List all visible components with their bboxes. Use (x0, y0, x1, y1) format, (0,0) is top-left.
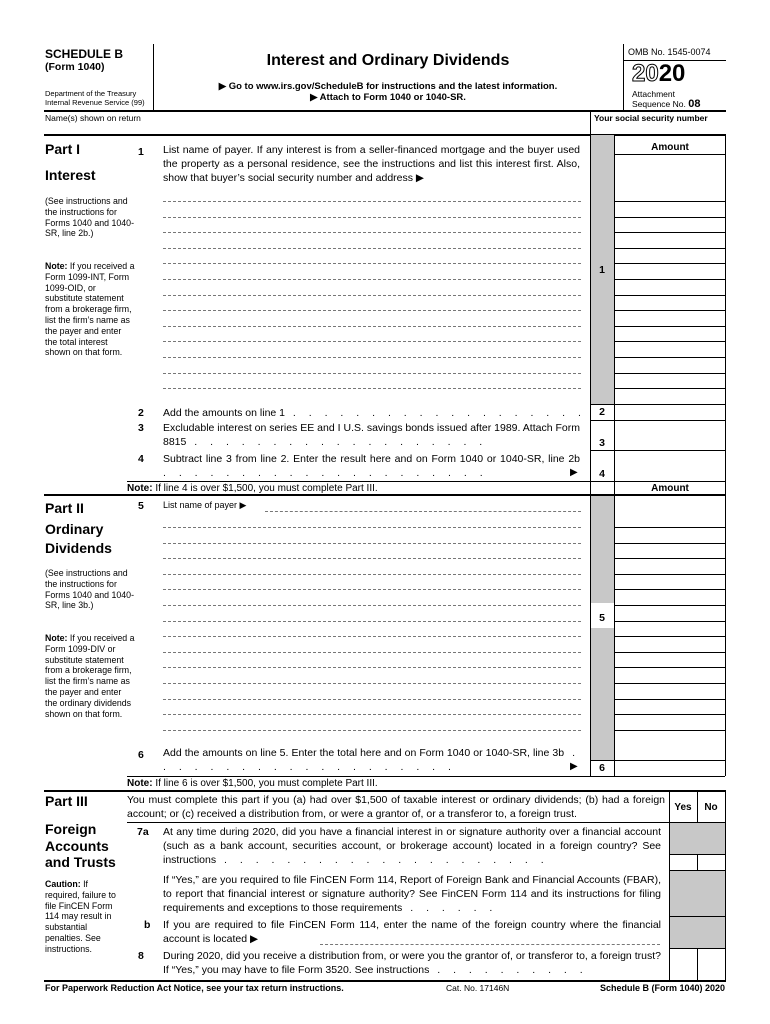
line4-amount[interactable] (616, 466, 724, 480)
footer-schedule-name: Schedule B (Form 1040) 2020 (599, 983, 725, 993)
payer-amount-field[interactable] (614, 667, 725, 668)
payer-name-field[interactable] (163, 699, 581, 700)
line8-number: 8 (138, 950, 144, 962)
part2-label: Part II (45, 500, 84, 516)
line3-number: 3 (138, 422, 144, 434)
line6-number: 6 (138, 749, 144, 761)
ssn-field[interactable] (594, 124, 724, 134)
payer-amount-field[interactable] (614, 232, 725, 233)
payer-name-field[interactable] (163, 730, 581, 731)
payer-amount-field[interactable] (614, 527, 725, 528)
payer-name-field[interactable] (163, 310, 581, 311)
part1-note-text: If you received a Form 1099-INT, Form 1099-OID, or substitute statement from a brokerage firm, list the firm’s name as the payer and enter the total interest shown on that form. (45, 261, 135, 358)
payer-name-field[interactable] (163, 357, 581, 358)
part2-amount-header: Amount (651, 483, 689, 494)
line5-text: List name of payer ▶ (163, 500, 247, 510)
irs-label: Internal Revenue Service (99) (45, 98, 145, 107)
yes-header: Yes (674, 802, 692, 813)
payer-amount-field[interactable] (614, 605, 725, 606)
line5-number: 5 (138, 500, 144, 512)
payer-amount-field[interactable] (614, 373, 725, 374)
part1-label: Part I (45, 141, 81, 157)
payer-name-field[interactable] (163, 589, 581, 590)
line5-box-number: 5 (599, 612, 605, 624)
payer-amount-field[interactable] (614, 295, 725, 296)
payer-name-field[interactable] (163, 574, 581, 575)
name-field-label: Name(s) shown on return (45, 113, 141, 123)
attach-note: ▶ Attach to Form 1040 or 1040-SR. (310, 92, 466, 103)
payer-name-field[interactable] (163, 373, 581, 374)
name-field[interactable] (46, 124, 586, 134)
line7a-yes-box[interactable] (670, 855, 697, 870)
form-title: Interest and Ordinary Dividends (266, 52, 510, 69)
part3-title-line1: Foreign (45, 821, 97, 837)
line6-amount[interactable] (616, 761, 724, 775)
payer-amount-field[interactable] (614, 248, 725, 249)
payer-name-field[interactable] (163, 714, 581, 715)
payer-name-field[interactable] (163, 341, 581, 342)
payer-amount-field[interactable] (614, 310, 725, 311)
department-label: Department of the Treasury (45, 89, 137, 98)
line7a-fbar-label: If “Yes,” are you required to file FinCEN Form 114, Report of Foreign Bank and Financial Accounts (FBAR), to report that financial interest or signature authority? See FinCEN Form 114 and its instructions for filing requirements and exceptions to those requirements (163, 874, 661, 914)
line2-text: Add the amounts on line 1 . . . . . . . . . . . . . . . . . . . (163, 407, 586, 419)
part3-intro: You must complete this part if you (a) had over $1,500 of taxable interest or ordinary dividends; (b) had a foreign account; or (c) received a distribution from, or were a grantor of, or a transferor to, a foreign trust. (127, 794, 665, 820)
catalog-number: Cat. No. 17146N (446, 983, 510, 993)
line3-label: Excludable interest on series EE and I U.S. savings bonds issued after 1989. Attach Form 8815 (163, 422, 580, 448)
line6-text: Add the amounts on line 5. Enter the total here and on Form 1040 or 1040-SR, line 3b . . . . . . . . . . . . . . . . . . . . (163, 747, 580, 773)
line7b-text: If you are required to file FinCEN Form 114, enter the name of the foreign country where the financial account is located ▶ (163, 919, 661, 945)
payer-name-field[interactable] (163, 636, 581, 637)
line1-text: List name of payer. If any interest is from a seller-financed mortgage and the buyer used the property as a personal residence, see the instructions and list this interest first. Also, show that buyer’s social security number and address ▶ (163, 144, 580, 184)
line4-box-number: 4 (599, 468, 605, 480)
payer-name-field[interactable] (163, 279, 581, 280)
payer-amount-field[interactable] (614, 279, 725, 280)
line8-yes-checkbox[interactable] (670, 949, 697, 979)
payer-amount-field[interactable] (614, 326, 725, 327)
payer-name-field[interactable] (163, 621, 581, 622)
payer-amount-field[interactable] (614, 652, 725, 653)
line4-number: 4 (138, 453, 144, 465)
paperwork-notice: For Paperwork Reduction Act Notice, see your tax return instructions. (45, 983, 344, 993)
line4-arrow-icon: ▶ (570, 467, 578, 478)
line7a-no-box[interactable] (698, 855, 725, 870)
payer-name-field[interactable] (163, 652, 581, 653)
line7b-number: b (144, 919, 151, 931)
payer-name-field[interactable] (163, 605, 581, 606)
line8-no-checkbox[interactable] (698, 949, 725, 979)
part3-caution-text: If required, failure to file FinCEN Form 114 may result in substantial penalties. See instructions. (45, 879, 116, 954)
payer-name-field[interactable] (163, 527, 581, 528)
line4-note-text: If line 4 is over $1,500, you must complete Part III. (152, 483, 378, 494)
part2-see-instructions: (See instructions and the instructions for Forms 1040 and 1040-SR, line 3b.) (45, 568, 134, 611)
part3-caution-label: Caution: (45, 879, 81, 889)
line2-label: Add the amounts on line 1 (163, 407, 286, 419)
payer-name-field[interactable] (163, 667, 581, 668)
part2-title-line1: Ordinary (45, 521, 104, 537)
line1-box-number: 1 (599, 264, 605, 276)
payer-name-field[interactable] (163, 248, 581, 249)
payer-name-field[interactable] (163, 263, 581, 264)
payer-amount-field[interactable] (614, 543, 725, 544)
payer-name-field[interactable] (163, 201, 581, 202)
payer-amount-field[interactable] (614, 636, 725, 637)
line3-box-number: 3 (599, 437, 605, 449)
payer-amount-field[interactable] (614, 357, 725, 358)
line7a-fbar-text: If “Yes,” are you required to file FinCEN Form 114, Report of Foreign Bank and Financial Accounts (FBAR), to report that financial interest or signature authority? See FinCEN Form 114 and its instructions for filing requirements and exceptions to those requirements . . . . . . (163, 874, 661, 914)
payer-amount-field[interactable] (614, 730, 725, 731)
line6-note-label: Note: (127, 778, 153, 789)
form-number: (Form 1040) (45, 61, 105, 73)
line6-arrow-icon: ▶ (570, 761, 578, 772)
line4-note-label: Note: (127, 483, 153, 494)
payer-name-field[interactable] (163, 295, 581, 296)
payer-amount-field[interactable] (614, 621, 725, 622)
part3-label: Part III (45, 793, 88, 809)
line2-box-number: 2 (599, 406, 605, 418)
payer-name-field[interactable] (163, 217, 581, 218)
line2-amount[interactable] (616, 406, 724, 420)
part3-caution (45, 879, 125, 955)
line1-number: 1 (138, 146, 144, 158)
payer-amount-field[interactable] (614, 388, 725, 389)
payer-amount-field[interactable] (614, 263, 725, 264)
sequence-text: Sequence No. (632, 99, 686, 109)
part1-see-instructions: (See instructions and the instructions for Forms 1040 and 1040-SR, line 2b.) (45, 196, 134, 239)
part3-title-line3: and Trusts (45, 854, 116, 870)
part2-note-text: If you received a Form 1099-DIV or substitute statement from a brokerage firm, list the firm’s name as the payer and enter the ordinary dividends shown on that form. (45, 633, 135, 719)
line7a-number: 7a (137, 826, 149, 838)
line6-box-number: 6 (599, 762, 605, 774)
no-header: No (704, 802, 718, 813)
payer-name-field[interactable] (163, 326, 581, 327)
line2-number: 2 (138, 407, 144, 419)
line3-text: Excludable interest on series EE and I U.S. savings bonds issued after 1989. Attach Form 8815 . . . . . . . . . . . . . . . . . . . (163, 422, 580, 448)
line4-text: Subtract line 3 from line 2. Enter the result here and on Form 1040 or 1040-SR, line 2b . . . . . . . . . . . . . . . . . . . . . (163, 453, 580, 479)
payer-name-field[interactable] (163, 558, 581, 559)
line8-text: During 2020, did you receive a distribution from, or were you the grantor of, or transferor to, a foreign trust? If “Yes,” you may have to file Form 3520. See instructions . . . . . . . . . . (163, 950, 661, 976)
line7a-text: At any time during 2020, did you have a financial interest in or signature authority over a financial account (such as a bank account, securities account, or brokerage account) located in a foreign country? See instructions . . . . . . . . . . . . . . . . . . . . . (163, 826, 661, 866)
payer-name-field[interactable] (163, 388, 581, 389)
line6-note (127, 778, 378, 789)
instructions-link[interactable]: ▶ Go to www.irs.gov/ScheduleB for instructions and the latest information. (218, 81, 558, 92)
payer-name-field[interactable] (163, 232, 581, 233)
payer-amount-field[interactable] (614, 589, 725, 590)
line7a-label: At any time during 2020, did you have a financial interest in or signature authority over a financial account (such as a bank account, securities account, or brokerage account) located in a foreign country? See instructions (163, 826, 661, 866)
payer-amount-field[interactable] (614, 217, 725, 218)
payer-amount-field[interactable] (614, 558, 725, 559)
sequence-label (632, 98, 701, 110)
part2-note-label: Note: (45, 633, 68, 643)
line3-amount[interactable] (616, 435, 724, 449)
line4-label: Subtract line 3 from line 2. Enter the result here and on Form 1040 or 1040-SR, line 2b (163, 453, 580, 465)
part2-title-line2: Dividends (45, 540, 112, 556)
year-outline: 20 (632, 60, 659, 87)
omb-number: OMB No. 1545-0074 (628, 47, 711, 57)
tax-year (632, 60, 685, 88)
sequence-number: 08 (688, 98, 701, 110)
ssn-label: Your social security number (594, 113, 708, 123)
line6-note-text: If line 6 is over $1,500, you must complete Part III. (152, 778, 378, 789)
payer-amount-field[interactable] (614, 699, 725, 700)
payer-amount-field[interactable] (614, 201, 725, 202)
payer-amount-field[interactable] (614, 341, 725, 342)
line6-label: Add the amounts on line 5. Enter the total here and on Form 1040 or 1040-SR, line 3b (163, 747, 565, 759)
line4-note (127, 483, 378, 494)
part1-amount-header: Amount (651, 142, 689, 153)
payer-amount-field[interactable] (614, 683, 725, 684)
line7b-country-field[interactable] (320, 932, 660, 944)
payer-amount-field[interactable] (614, 714, 725, 715)
part2-note (45, 633, 135, 719)
schedule-name: SCHEDULE B (45, 47, 124, 61)
part1-title: Interest (45, 167, 96, 183)
part1-note (45, 261, 135, 358)
attachment-label: Attachment (632, 89, 675, 99)
payer-name-field[interactable] (163, 543, 581, 544)
part1-note-label: Note: (45, 261, 68, 271)
year-bold: 20 (658, 60, 686, 87)
payer-amount-field[interactable] (614, 574, 725, 575)
line8-label: During 2020, did you receive a distribution from, or were you the grantor of, or transferor to, a foreign trust? If “Yes,” you may have to file Form 3520. See instructions (163, 950, 661, 976)
part3-title-line2: Accounts (45, 838, 109, 854)
payer-name-field[interactable] (163, 683, 581, 684)
